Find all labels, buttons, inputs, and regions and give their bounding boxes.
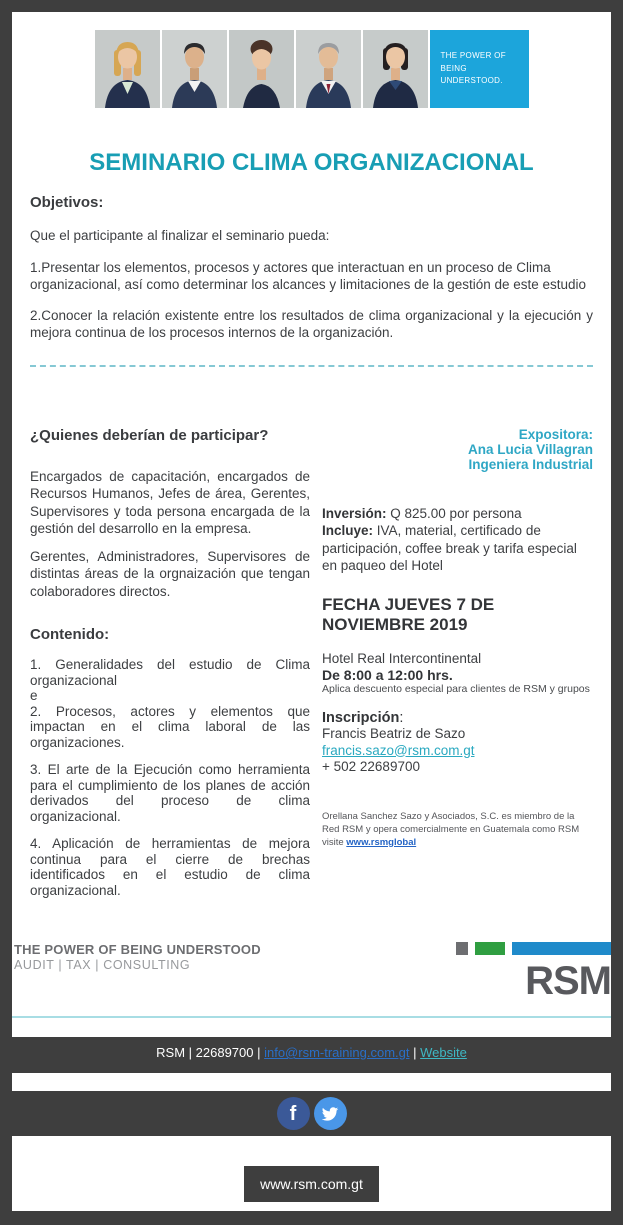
event-hours: De 8:00 a 12:00 hrs. (322, 666, 453, 683)
person-illustration (162, 30, 227, 108)
footer-taglines (14, 942, 261, 972)
inversion-value: Q 825.00 por persona (386, 505, 522, 521)
header-banner (95, 30, 529, 108)
person-illustration (229, 30, 294, 108)
details-columns (12, 427, 611, 899)
logo-bar-blue (512, 942, 611, 955)
logo-bar-green (475, 942, 505, 955)
inscripcion-colon: : (399, 709, 404, 726)
expositora-title: Ingeniera Industrial (468, 456, 593, 472)
portrait-photo-1 (95, 30, 160, 108)
legal-rsmglobal-link[interactable]: www.rsmglobal (346, 836, 417, 848)
twitter-bird-icon (321, 1105, 339, 1123)
contact-website-link[interactable]: Website (420, 1045, 467, 1060)
objetivos-intro: Que el participante al finalizar el seminario pueda: (30, 228, 330, 243)
banner-tagline-line2: BEING UNDERSTOOD. (440, 63, 503, 86)
person-illustration (95, 30, 160, 108)
inscripcion-phone: + 502 22689700 (322, 759, 420, 774)
contact-prefix: RSM | 22689700 | (156, 1045, 265, 1060)
contact-separator: | (409, 1045, 421, 1060)
main-card (12, 12, 611, 1037)
participants-heading: ¿Quienes deberían de participar? (30, 426, 269, 444)
page-title: SEMINARIO CLIMA ORGANIZACIONAL (89, 149, 534, 176)
person-illustration (296, 30, 361, 108)
footer-teal-line (12, 1016, 611, 1018)
contenido-item-1b: e (30, 688, 38, 703)
event-date-heading: FECHA JUEVES 7 DE NOVIEMBRE 2019 (322, 594, 495, 634)
banner-tagline-line1: THE POWER OF (440, 51, 506, 61)
participants-paragraph-1: Encargados de capacitación, encargados de Recursos Humanos, Jefes de área, Gerentes, Supervisores y toda persona encargada de la gestión del desarrollo en la empresa. (30, 468, 310, 536)
inscripcion-email-link[interactable]: francis.sazo@rsm.com.gt (322, 742, 475, 758)
event-discount-note: Aplica descuento especial para clientes de RSM y grupos (322, 682, 590, 695)
twitter-icon[interactable] (314, 1097, 347, 1130)
logo-bar-gray (456, 942, 468, 955)
contact-email-link[interactable]: info@rsm-training.com.gt (264, 1045, 410, 1060)
facebook-glyph: f (289, 1102, 297, 1125)
incluye-label: Incluye: (322, 523, 374, 538)
inscripcion-contact: Francis Beatriz de Sazo (322, 726, 466, 741)
contenido-heading: Contenido: (30, 626, 110, 643)
portrait-photo-4 (296, 30, 361, 108)
objetivos-heading: Objetivos: (30, 194, 104, 211)
contenido-item-1: 1. Generalidades del estudio de Clima organizacional (30, 657, 310, 688)
incluye-value: IVA, material, certificado de participación, coffee break y tarifa especial en paqueo del Hotel (322, 523, 577, 573)
expositora-heading: Expositora: (518, 426, 593, 442)
objetivo-item-2: 2.Conocer la relación existente entre los resultados de clima organizacional y la ejecución y mejora continua de los procesos internos de la organización. (30, 307, 593, 340)
contenido-item-3: 3. El arte de la Ejecución como herramienta para el cumplimiento de los planes de acción derivados del proceso de clima organizacional. (30, 762, 310, 824)
participants-paragraph-2: Gerentes, Administradores, Supervisores de distintas áreas de la orgnaización que tengan colaboradores directos. (30, 548, 310, 599)
legal-text: Orellana Sanchez Sazo y Asociados, S.C. es miembro de la Red RSM y opera comercialmente en Guatemala como RSM visite (322, 810, 580, 848)
portrait-photo-3 (229, 30, 294, 108)
section-divider (30, 365, 593, 367)
bottom-section (12, 1136, 611, 1211)
contenido-item-2: 2. Procesos, actores y elementos que impactan en el clima laboral de las organizaciones. (30, 703, 310, 750)
right-column (322, 427, 593, 899)
event-venue: Hotel Real Intercontinental (322, 650, 482, 666)
brand-footer (12, 942, 611, 1003)
social-row (0, 1091, 623, 1136)
banner-tagline-box (430, 30, 529, 108)
portrait-photo-5 (363, 30, 428, 108)
contenido-item-4: 4. Aplicación de herramientas de mejora continua para el cierre de brechas identificados en el estudio de clima organizacional. (30, 836, 310, 898)
inscripcion-heading: Inscripción (322, 709, 400, 726)
footer-tagline-1: THE POWER OF BEING UNDERSTOOD (14, 942, 261, 957)
objetivo-item-1: 1.Presentar los elementos, procesos y actores que interactuan en un proceso de Clima organizacional, así como determinar los alcances y limitaciones de la gestión de este estudio (30, 259, 587, 292)
expositora-name: Ana Lucia Villagran (467, 441, 593, 457)
contact-bar (0, 1037, 623, 1068)
person-illustration (363, 30, 428, 108)
left-column (30, 427, 310, 899)
rsm-logo-bars (456, 942, 611, 955)
facebook-icon[interactable] (277, 1097, 310, 1130)
portrait-photo-2 (162, 30, 227, 108)
inversion-label: Inversión: (322, 505, 387, 521)
white-strip (12, 1073, 611, 1091)
rsm-logo (456, 942, 611, 1003)
rsm-logo-text: RSM (525, 959, 611, 1003)
footer-tagline-2: AUDIT | TAX | CONSULTING (14, 958, 191, 972)
site-button[interactable]: www.rsm.com.gt (244, 1166, 379, 1202)
